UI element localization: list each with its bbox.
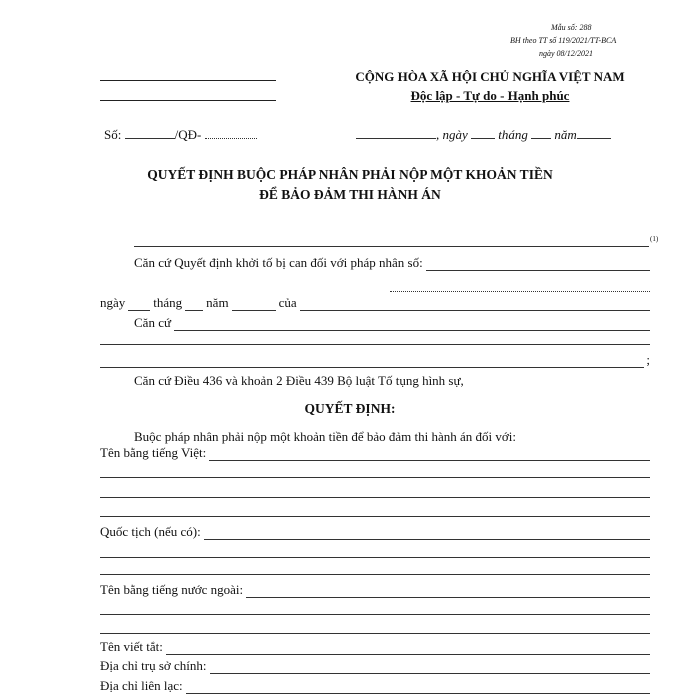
can-cu-khoi-to-label: Căn cứ Quyết định khởi tố bị can đối với pháp nhân số: [134,255,423,270]
so-label: Số: [104,127,122,142]
quoc-tich-blank [204,528,650,540]
quoc-tich-line-2 [100,557,650,558]
dia-chi-lien-lac-blank [186,682,650,694]
can-cu-label: Căn cứ [134,315,172,330]
so-blank [125,127,175,139]
dia-chi-lien-lac-row [100,678,650,694]
can-cu-blank [174,319,650,331]
ngay-label-2: ngày [100,295,126,310]
dotted-blank [390,280,650,292]
dia-chi-tru-so-blank [210,662,650,674]
year-blank [577,127,611,139]
can-cu-blank-3 [100,356,644,368]
dia-chi-tru-so-label: Địa chỉ trụ sở chính: [100,658,207,673]
document-title-line1: QUYẾT ĐỊNH BUỘC PHÁP NHÂN PHẢI NỘP MỘT KHOẢN TIỀN [147,167,553,182]
semicolon: ; [646,352,650,367]
quoc-tich-line-3 [100,574,650,575]
ten-nuoc-ngoai-blank [246,586,650,598]
month-blank [531,127,551,139]
can-cu-line-3 [100,352,650,368]
date-line [356,127,611,143]
can-cu-dieu-luat: Căn cứ Điều 436 và khoản 2 Điều 439 Bộ luật Tố tụng hình sự, [134,373,464,388]
nam-label-2: năm [206,295,229,310]
can-cu-khoi-to-row [134,255,650,271]
khoi-to-number-blank [426,259,650,271]
form-ref-line2: BH theo TT số 119/2021/TT-BCA [510,36,617,45]
ten-nuoc-ngoai-line-2 [100,614,650,615]
national-title: CỘNG HÒA XÃ HỘI CHỦ NGHĨA VIỆT NAM [355,69,625,84]
decision-text: Buộc pháp nhân phải nộp một khoản tiền để bảo đảm thi hành án đối với: [134,429,516,444]
ten-viet-line-2 [100,477,650,478]
thang-label: tháng [498,127,528,142]
can-cu-row [134,315,650,331]
ten-viet-tat-label: Tên viết tắt: [100,639,163,654]
day-blank [471,127,495,139]
ngay-blank [128,299,150,311]
ngay-label: , ngày [436,127,468,142]
number-line [104,127,257,143]
ten-viet-tat-blank [166,643,650,655]
dotted-row [390,276,650,292]
decision-heading: QUYẾT ĐỊNH: [304,401,396,416]
agency-line-2 [100,100,276,101]
ten-nuoc-ngoai-label: Tên bằng tiếng nước ngoài: [100,582,244,597]
qd-label: /QĐ- [174,127,202,142]
ten-viet-label: Tên bằng tiếng Việt: [100,445,207,460]
ten-viet-blank [209,449,650,461]
thang-blank [185,299,203,311]
dia-chi-lien-lac-label: Địa chỉ liên lạc: [100,678,183,693]
ten-viet-line-4 [100,516,650,517]
quoc-tich-label: Quốc tịch (nếu có): [100,524,201,539]
ten-viet-line-3 [100,497,650,498]
ngay-cua-row [100,295,650,311]
basis-line-1 [134,246,649,247]
cua-blank [300,299,650,311]
agency-line-1 [100,80,276,81]
nam-label: năm [554,127,577,142]
place-blank [356,127,436,139]
footnote-mark: (1) [650,235,659,243]
form-ref-line1: Mẫu số: 288 [551,23,592,32]
dia-chi-tru-so-row [100,658,650,674]
form-ref-line3: ngày 08/12/2021 [539,49,593,58]
document-title-line2: ĐỂ BẢO ĐẢM THI HÀNH ÁN [259,187,441,202]
nam-blank [232,299,276,311]
thang-label-2: tháng [153,295,183,310]
national-motto: Độc lập - Tự do - Hạnh phúc [410,88,570,103]
ten-nuoc-ngoai-line-3 [100,633,650,634]
quoc-tich-row [100,524,650,540]
cua-label: của [278,295,297,310]
ten-viet-tat-row [100,639,650,655]
qd-blank [205,127,257,139]
ten-nuoc-ngoai-row [100,582,650,598]
can-cu-line-2 [100,344,650,345]
ten-viet-row [100,445,650,461]
